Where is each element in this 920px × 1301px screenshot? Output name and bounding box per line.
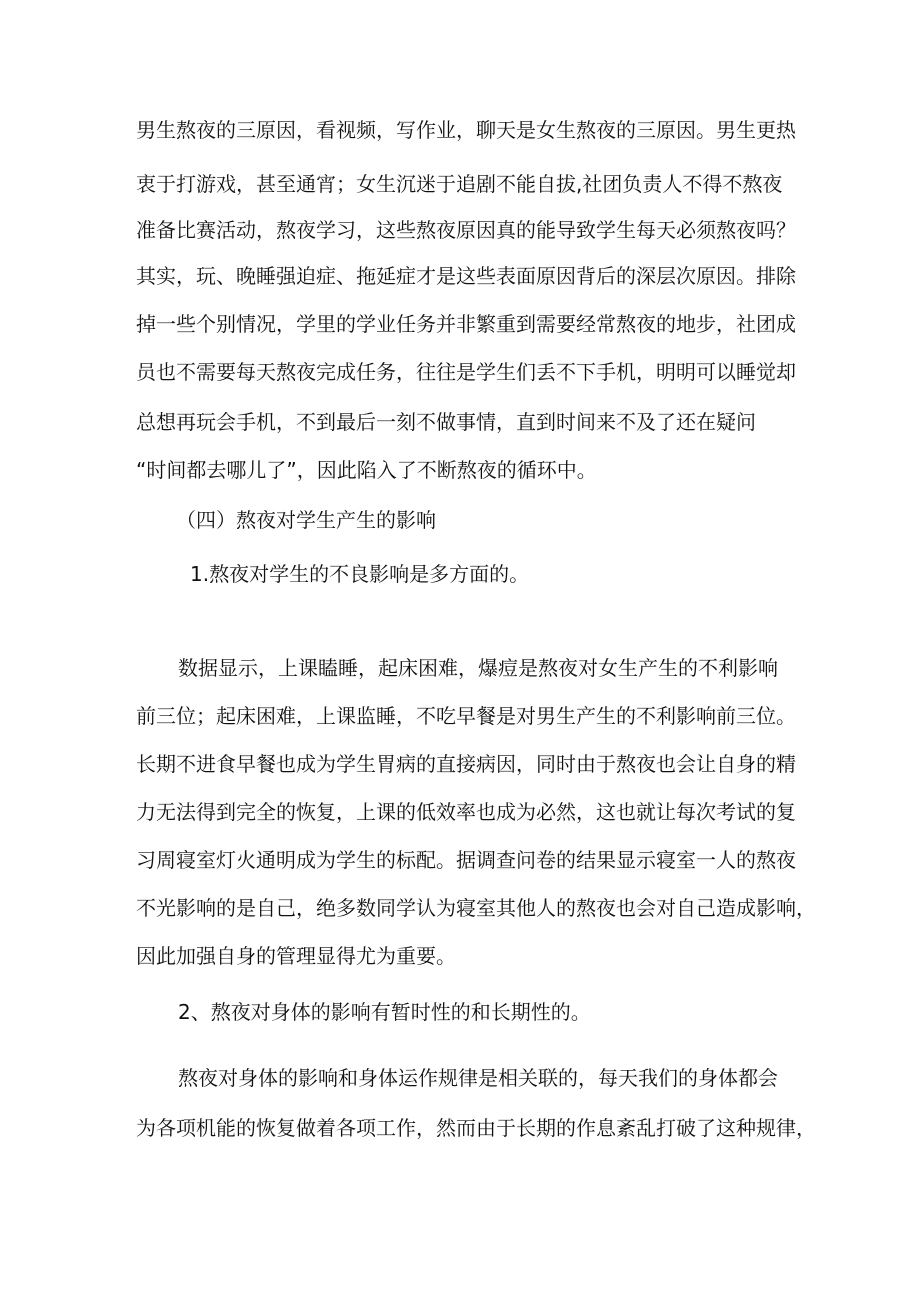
paragraph-line: 长期不进食早餐也成为学生胃病的直接病因，同时由于熬夜也会让自身的精 [136,752,796,776]
paragraph-line: 数据显示，上课瞌睡，起床困难，爆痘是熬夜对女生产生的不利影响 [178,656,778,680]
paragraph-line: 衷于打游戏，甚至通宵；女生沉迷于追剧不能自拔,社团负责人不得不熬夜 [136,172,783,196]
paragraph-line: 掉一些个别情况，学里的学业任务并非繁重到需要经常熬夜的地步，社团成 [136,312,796,336]
paragraph-line: 为各项机能的恢复做着各项工作，然而由于长期的作息紊乱打破了这种规律， [136,1116,816,1140]
paragraph-line: 员也不需要每天熬夜完成任务，往往是学生们丢不下手机，明明可以睡觉却 [136,360,796,384]
paragraph-line: 因此加强自身的管理显得尤为重要。 [136,944,456,968]
paragraph-line: 不光影响的是自己，绝多数同学认为寝室其他人的熬夜也会对自己造成影响， [136,896,816,920]
paragraph-line: 准备比赛活动，熬夜学习，这些熬夜原因真的能导致学生每天必须熬夜吗？ [136,218,796,242]
paragraph-line: 习周寝室灯火通明成为学生的标配。据调查问卷的结果显示寝室一人的熬夜 [136,848,796,872]
point-heading-1: 1.熬夜对学生的不良影响是多方面的。 [190,562,530,586]
point-heading-2: 2、熬夜对身体的影响有暂时性的和长期性的。 [178,1000,591,1024]
paragraph-line: 熬夜对身体的影响和身体运作规律是相关联的，每天我们的身体都会 [178,1066,778,1090]
paragraph-line: 其实，玩、晚睡强迫症、拖延症才是这些表面原因背后的深层次原因。排除 [136,264,796,288]
paragraph-line: “时间都去哪儿了”，因此陷入了不断熬夜的循环中。 [136,458,597,482]
section-heading: （四）熬夜对学生产生的影响 [176,508,436,532]
paragraph-line: 前三位；起床困难，上课监睡，不吃早餐是对男生产生的不利影响前三位。 [136,704,796,728]
paragraph-line: 男生熬夜的三原因，看视频，写作业，聊天是女生熬夜的三原因。男生更热 [136,118,796,142]
paragraph-line: 总想再玩会手机，不到最后一刻不做事情，直到时间来不及了还在疑问 [136,410,756,434]
paragraph-line: 力无法得到完全的恢复，上课的低效率也成为必然，这也就让每次考试的复 [136,800,796,824]
